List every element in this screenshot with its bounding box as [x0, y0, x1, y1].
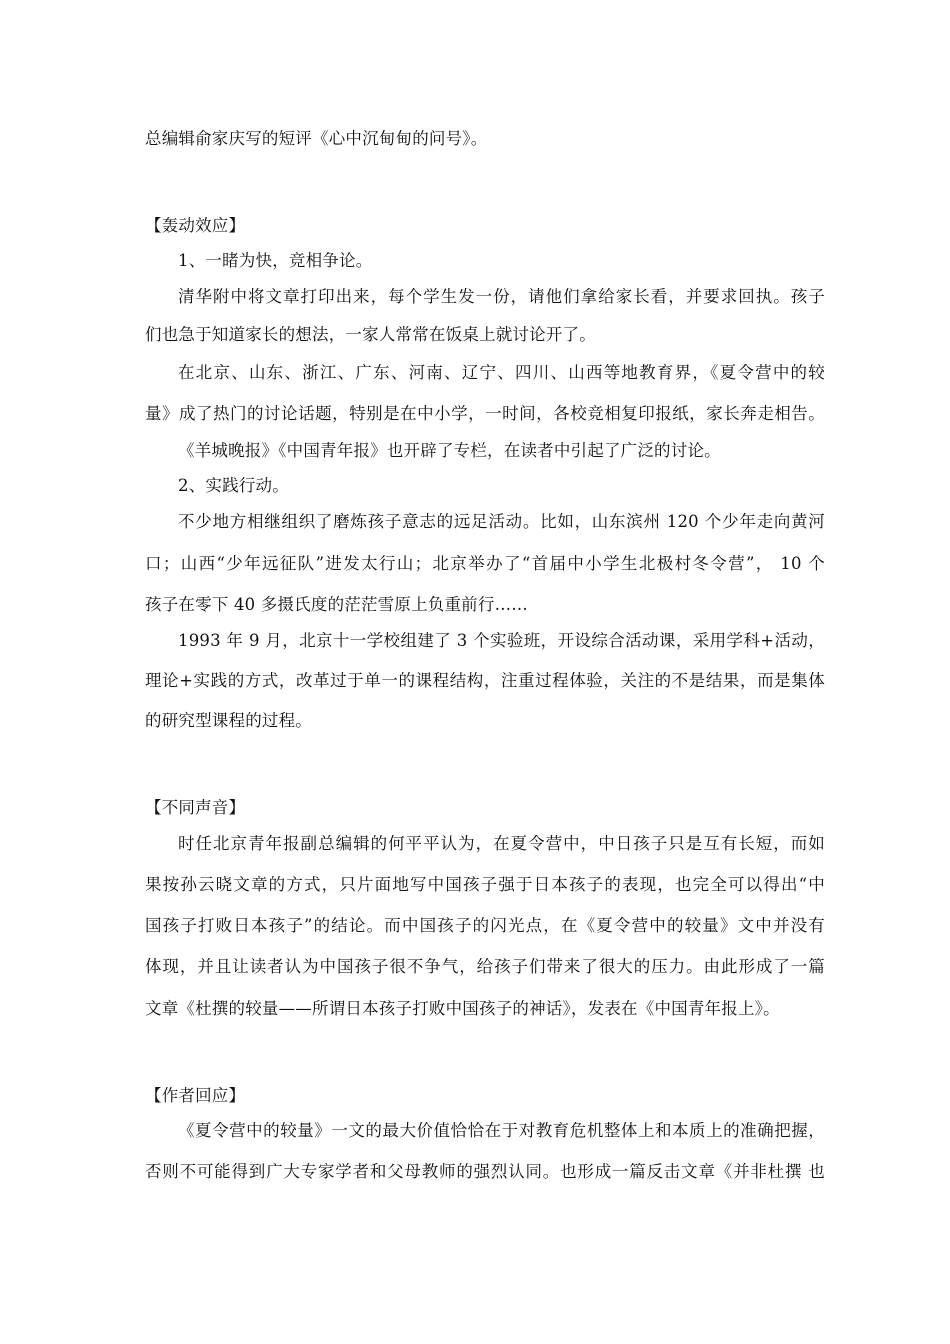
paragraph-line: 清华附中将文章打印出来，每个学生发一份，请他们拿给家长看，并要求回执。孩子 [178, 287, 825, 306]
paragraph-line: 国孩子打败日本孩子”的结论。而中国孩子的闪光点，在《夏令营中的较量》文中并没有 [145, 916, 825, 935]
section-heading-different-voices: 【不同声音】 [145, 798, 246, 817]
paragraph-line: 时任北京青年报副总编辑的何平平认为，在夏令营中，中日孩子只是互有长短，而如 [178, 834, 825, 853]
paragraph-line: 《羊城晚报》《中国青年报》也开辟了专栏，在读者中引起了广泛的讨论。 [178, 441, 721, 460]
paragraph-line: 果按孙云晓文章的方式，只片面地写中国孩子强于日本孩子的表现，也完全可以得出“中 [145, 875, 825, 894]
paragraph-line: 口；山西“少年远征队”进发太行山；北京举办了“首届中小学生北极村冬令营”， 10 个 [145, 554, 825, 573]
paragraph-line: 孩子在零下 40 多摄氏度的茫茫雪原上负重前行…… [145, 595, 528, 614]
paragraph-line: 的研究型课程的过程。 [145, 711, 312, 730]
paragraph-line: 文章《杜撰的较量——所谓日本孩子打败中国孩子的神话》，发表在《中国青年报上》。 [145, 999, 780, 1018]
paragraph-line: 们也急于知道家长的想法，一家人常常在饭桌上就讨论开了。 [145, 325, 596, 344]
paragraph-line: 体现，并且让读者认为中国孩子很不争气，给孩子们带来了很大的压力。由此形成了一篇 [145, 957, 825, 976]
paragraph-line: 否则不可能得到广大专家学者和父母教师的强烈认同。也形成一篇反击文章《并非杜撰 也 [145, 1162, 825, 1181]
paragraph-line: 理论+实践的方式，改革过于单一的课程结构，注重过程体验，关注的不是结果，而是集体 [145, 671, 825, 690]
section-heading-impact: 【轰动效应】 [145, 216, 246, 235]
paragraph-line: 量》成了热门的讨论话题，特别是在中小学，一时间，各校竞相复印报纸，家长奔走相告。 [145, 404, 825, 423]
section-heading-author-response: 【作者回应】 [145, 1086, 246, 1105]
paragraph-line: 1993 年 9 月，北京十一学校组建了 3 个实验班，开设综合活动课，采用学科+活动， [178, 631, 825, 650]
paragraph-line: 1、一睹为快，竞相争论。 [178, 251, 373, 270]
paragraph-line: 2、实践行动。 [178, 476, 289, 495]
intro-line: 总编辑俞家庆写的短评《心中沉甸甸的问号》。 [145, 129, 488, 148]
paragraph-line: 《夏令营中的较量》一文的最大价值恰恰在于对教育危机整体上和本质上的准确把握， [178, 1121, 825, 1140]
paragraph-line: 不少地方相继组织了磨炼孩子意志的远足活动。比如，山东滨州 120 个少年走向黄河 [178, 512, 825, 531]
paragraph-line: 在北京、山东、浙江、广东、河南、辽宁、四川、山西等地教育界，《夏令营中的较 [178, 363, 825, 382]
